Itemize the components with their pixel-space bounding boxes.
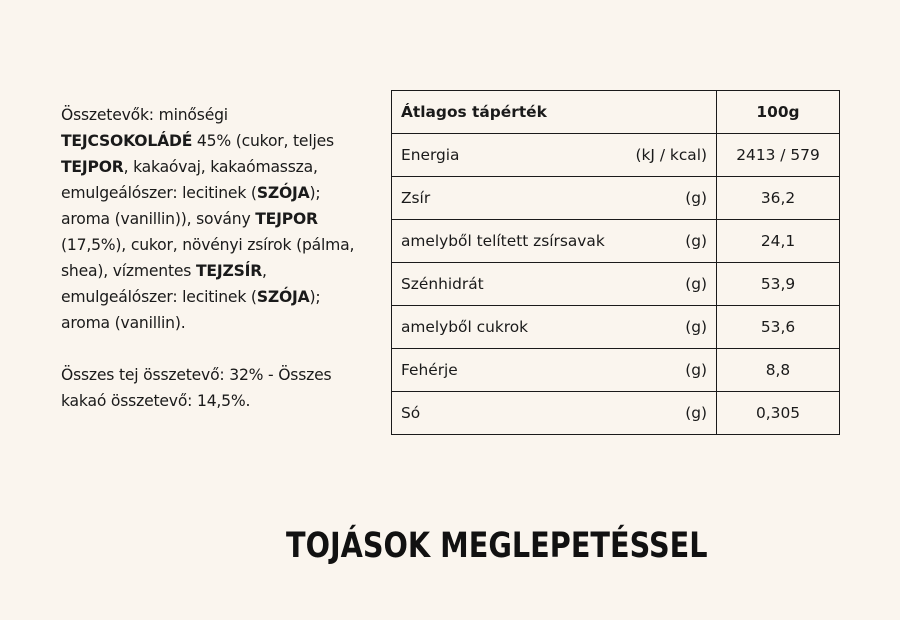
table-row <box>392 349 840 392</box>
nutrient-value: 8,8 <box>717 349 840 392</box>
ingredients-segment: (17,5%), cukor, növényi zsírok (pálma, shea), vízmentes <box>61 236 355 280</box>
ingredients-list <box>61 102 361 336</box>
nutrient-unit: (g) <box>685 232 707 250</box>
ingredients-segment: ); aroma (vanillin). <box>61 288 321 332</box>
allergen-milk-chocolate: TEJCSOKOLÁDÉ <box>61 132 193 150</box>
nutrition-table <box>391 90 840 435</box>
allergen-milk-powder: TEJPOR <box>61 158 124 176</box>
ingredients-segment: Összetevők: minőségi <box>61 106 228 124</box>
ingredients-segment: 45% (cukor, teljes <box>192 132 334 150</box>
nutrient-value: 36,2 <box>717 177 840 220</box>
allergen-milk-fat: TEJZSÍR <box>195 262 263 280</box>
ingredients-segment: , kakaóvaj, kakaómassza, emulgeálószer: lecitinek ( <box>61 158 318 202</box>
ingredients-segment: ); aroma (vanillin)), sovány <box>61 184 321 228</box>
nutrient-value: 53,9 <box>717 263 840 306</box>
brand-title: TOJÁSOK MEGLEPETÉSSEL <box>286 526 708 566</box>
allergen-soy: SZÓJA <box>256 184 310 202</box>
nutrient-unit: (g) <box>685 275 707 293</box>
nutrient-unit: (g) <box>685 404 707 422</box>
allergen-soy: SZÓJA <box>256 288 310 306</box>
table-row <box>392 134 840 177</box>
table-row <box>392 177 840 220</box>
ingredients-totals: Összes tej összetevő: 32% - Összes kakaó összetevő: 14,5%. <box>61 366 332 410</box>
nutrient-value: 24,1 <box>717 220 840 263</box>
nutrient-unit: (g) <box>685 361 707 379</box>
nutrient-name: Szénhidrát <box>401 275 484 293</box>
allergen-milk-powder: TEJPOR <box>255 210 318 228</box>
nutrient-name: amelyből cukrok <box>401 318 529 336</box>
nutrition-header-row <box>392 91 840 134</box>
table-row <box>392 220 840 263</box>
nutrition-header-label: Átlagos tápérték <box>392 91 717 134</box>
nutrient-name: Só <box>401 404 421 422</box>
nutrient-unit: (kJ / kcal) <box>635 146 707 164</box>
nutrient-value: 0,305 <box>717 392 840 435</box>
nutrient-name: Zsír <box>401 189 431 207</box>
table-row <box>392 263 840 306</box>
nutrient-name: amelyből telített zsírsavak <box>401 232 605 250</box>
table-row <box>392 306 840 349</box>
nutrient-value: 53,6 <box>717 306 840 349</box>
ingredients-text <box>61 102 361 414</box>
nutrient-unit: (g) <box>685 189 707 207</box>
table-row <box>392 392 840 435</box>
nutrient-unit: (g) <box>685 318 707 336</box>
ingredients-segment: , emulgeálószer: lecitinek ( <box>61 262 267 306</box>
nutrient-name: Energia <box>401 146 460 164</box>
nutrient-value: 2413 / 579 <box>717 134 840 177</box>
nutrient-name: Fehérje <box>401 361 458 379</box>
nutrition-header-value: 100g <box>717 91 840 134</box>
